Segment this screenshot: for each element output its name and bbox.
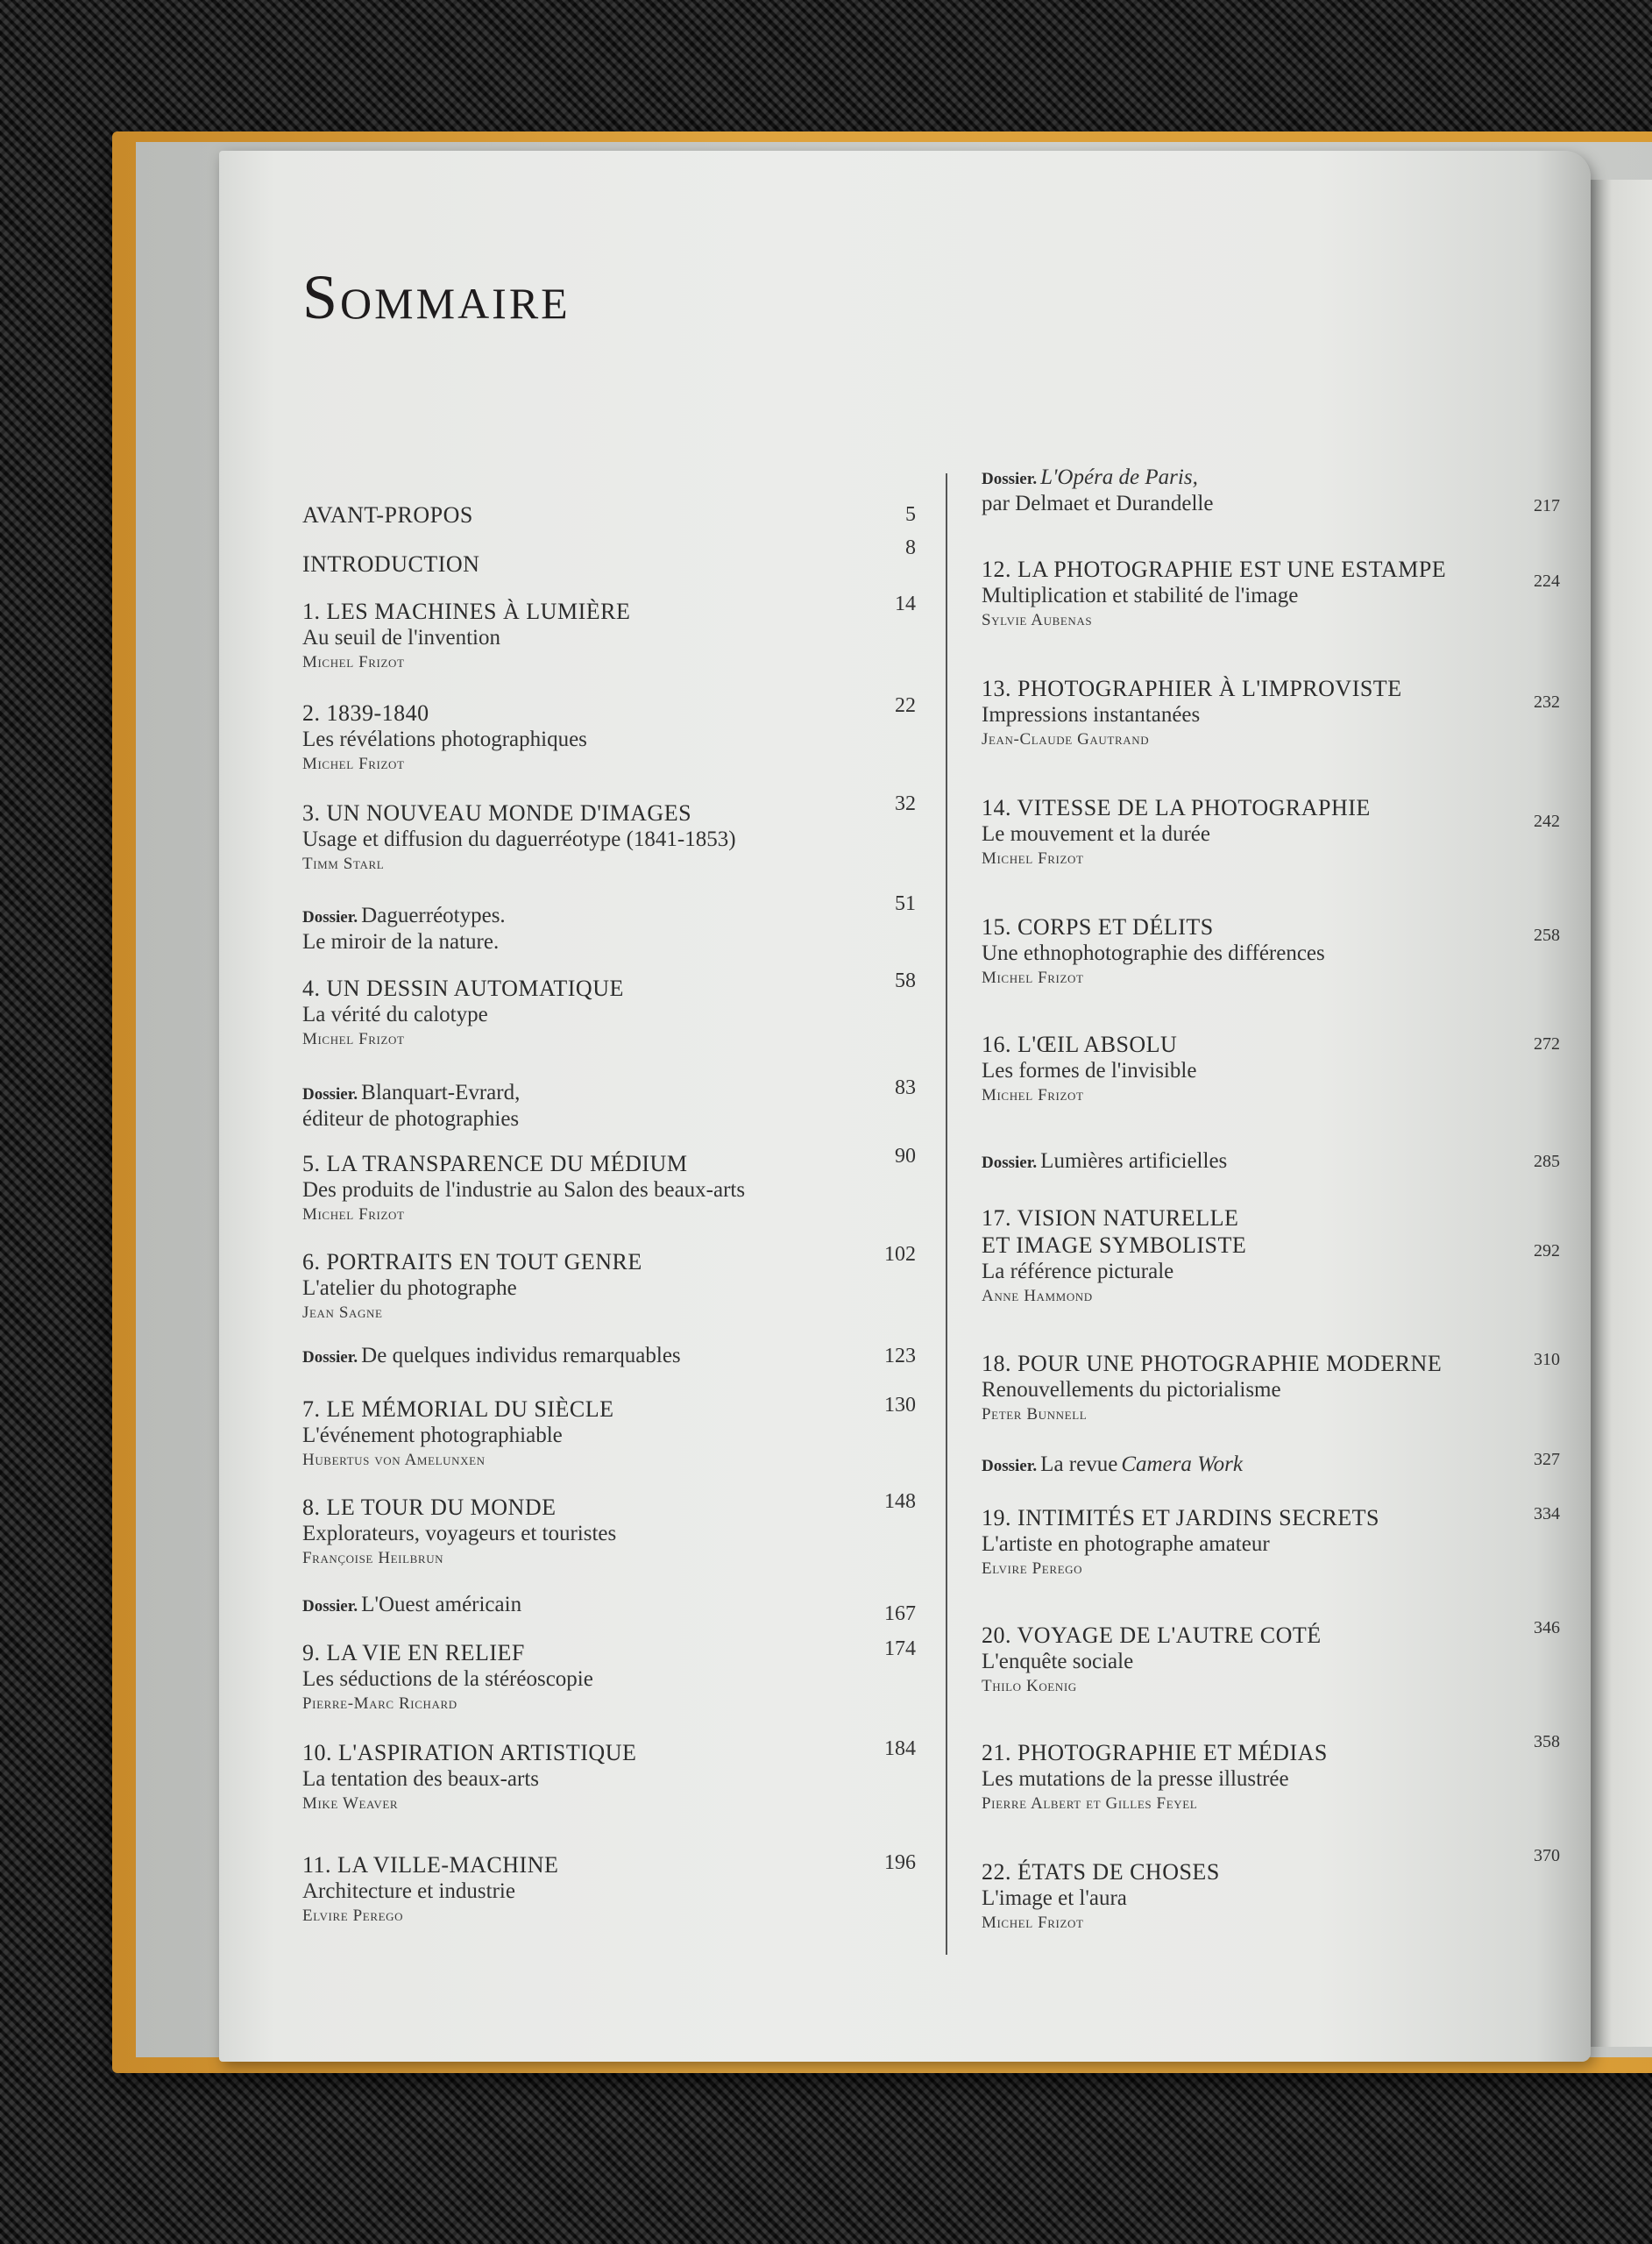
dossier-title: L'Opéra de Paris, — [1040, 465, 1198, 489]
entry-title: 19. INTIMITÉS ET JARDINS SECRETS — [982, 1505, 1379, 1530]
entry-subtitle: Impressions instantanées — [982, 703, 1201, 727]
toc-entry — [982, 1031, 1560, 1107]
toc-dossier — [302, 1343, 916, 1369]
page-number: 90 — [895, 1145, 916, 1168]
page-number: 102 — [884, 1243, 916, 1266]
entry-title: 7. LE MÉMORIAL DU SIÈCLE — [302, 1396, 614, 1422]
entry-author: Michel Frizot — [302, 1205, 405, 1224]
entry-subtitle: L'atelier du photographe — [302, 1276, 517, 1300]
entry-subtitle: Renouvellements du pictorialisme — [982, 1378, 1281, 1402]
page-number: 51 — [895, 892, 916, 915]
entry-author: Jean-Claude Gautrand — [982, 730, 1150, 749]
dossier-title: De quelques individus remarquables — [361, 1344, 681, 1367]
page-title: Sommaire — [302, 262, 571, 332]
toc-entry — [302, 536, 916, 578]
toc-entry — [302, 1851, 916, 1928]
toc-dossier — [302, 1076, 916, 1133]
entry-subtitle: Des produits de l'industrie au Salon des beaux-arts — [302, 1178, 746, 1202]
toc-entry — [302, 1395, 916, 1472]
entry-author: Michel Frizot — [302, 1030, 405, 1048]
entry-title: 4. UN DESSIN AUTOMATIQUE — [302, 976, 624, 1001]
entry-author: Anne Hammond — [982, 1287, 1093, 1305]
entry-author: Michel Frizot — [982, 1086, 1084, 1104]
entry-subtitle: Multiplication et stabilité de l'image — [982, 584, 1299, 607]
page-number: 167 — [884, 1602, 916, 1625]
entry-author: Michel Frizot — [982, 1914, 1084, 1932]
toc-entry — [302, 1145, 916, 1226]
toc-entry — [982, 675, 1560, 751]
entry-title: 9. LA VIE EN RELIEF — [302, 1640, 525, 1665]
entry-subtitle: Usage et diffusion du daguerréotype (1841-1853) — [302, 827, 736, 851]
toc-entry — [302, 1639, 916, 1715]
dossier-title: La revue — [1040, 1452, 1118, 1476]
toc-entry — [302, 1490, 916, 1570]
entry-author: Michel Frizot — [302, 755, 405, 773]
entry-author: Timm Starl — [302, 855, 385, 873]
entry-title: 22. ÉTATS DE CHOSES — [982, 1859, 1220, 1885]
page-number: 184 — [884, 1737, 916, 1760]
entry-subtitle: L'artiste en photographe amateur — [982, 1532, 1270, 1556]
dossier-title: Blanquart-Evrard, — [361, 1081, 521, 1104]
column-divider — [946, 473, 947, 1955]
page-number: 8 — [905, 536, 916, 559]
toc-entry — [302, 969, 916, 1051]
entry-title: 18. POUR UNE PHOTOGRAPHIE MODERNE — [982, 1351, 1443, 1376]
entry-author: Elvire Perego — [302, 1907, 404, 1925]
entry-author: Peter Bunnell — [982, 1405, 1088, 1424]
page-number: 14 — [895, 593, 916, 615]
toc-entry — [982, 556, 1560, 632]
toc-entry — [982, 1350, 1560, 1426]
dossier-title: Daguerréotypes. — [361, 904, 506, 927]
entry-title: 1. LES MACHINES À LUMIÈRE — [302, 599, 631, 624]
entry-author: Jean Sagne — [302, 1303, 383, 1322]
page-number: 232 — [1534, 692, 1560, 712]
dossier-title-line2: éditeur de photographies — [302, 1107, 520, 1131]
entry-subtitle: Les mutations de la presse illustrée — [982, 1767, 1289, 1791]
toc-entry — [982, 1732, 1560, 1815]
entry-title: 15. CORPS ET DÉLITS — [982, 914, 1214, 940]
entry-title-line2: ET IMAGE SYMBOLISTE — [982, 1232, 1247, 1258]
page-number: 130 — [884, 1394, 916, 1417]
entry-subtitle: Les séductions de la stéréoscopie — [302, 1667, 593, 1691]
page-number: 217 — [1534, 496, 1560, 515]
entry-author: Françoise Heilbrun — [302, 1549, 444, 1567]
entry-subtitle: Une ethnophotographie des différences — [982, 941, 1325, 965]
dossier-label: Dossier. — [982, 1457, 1038, 1475]
toc-entry — [302, 501, 916, 529]
page-number: 58 — [895, 969, 916, 992]
entry-subtitle: Les formes de l'invisible — [982, 1059, 1197, 1083]
page-number: 196 — [884, 1851, 916, 1874]
entry-title: 20. VOYAGE DE L'AUTRE COTÉ — [982, 1623, 1322, 1648]
toc-dossier — [982, 1452, 1560, 1478]
entry-subtitle: La référence picturale — [982, 1260, 1174, 1283]
entry-subtitle: Le mouvement et la durée — [982, 822, 1210, 846]
entry-subtitle: Les révélations photographiques — [302, 728, 587, 751]
dossier-title-line2: Le miroir de la nature. — [302, 930, 500, 954]
page-number: 22 — [895, 694, 916, 717]
entry-subtitle: La tentation des beaux-arts — [302, 1767, 540, 1791]
toc-dossier — [302, 892, 916, 955]
page-number: 148 — [884, 1490, 916, 1513]
page-number: 370 — [1534, 1846, 1560, 1865]
page-number: 292 — [1534, 1241, 1560, 1260]
toc-dossier — [982, 465, 1560, 517]
entry-author: Pierre Albert et Gilles Feyel — [982, 1794, 1198, 1813]
toc-entry — [302, 792, 916, 876]
entry-title: 8. LE TOUR DU MONDE — [302, 1495, 557, 1520]
entry-author: Hubertus von Amelunxen — [302, 1451, 486, 1469]
entry-title: 16. L'ŒIL ABSOLU — [982, 1032, 1178, 1057]
dossier-label: Dossier. — [982, 470, 1038, 488]
page-number: 32 — [895, 792, 916, 815]
page-number: 258 — [1534, 926, 1560, 945]
toc-entry — [302, 593, 916, 674]
page-number: 327 — [1534, 1450, 1560, 1469]
toc-dossier — [302, 1592, 916, 1625]
entry-author: Pierre-Marc Richard — [302, 1694, 457, 1713]
entry-subtitle: Architecture et industrie — [302, 1879, 515, 1903]
entry-author: Michel Frizot — [982, 969, 1084, 987]
entry-title: INTRODUCTION — [302, 551, 480, 577]
dossier-label: Dossier. — [302, 908, 358, 927]
entry-title: 5. LA TRANSPARENCE DU MÉDIUM — [302, 1151, 688, 1176]
entry-subtitle: La vérité du calotype — [302, 1003, 488, 1026]
dossier-label: Dossier. — [302, 1597, 358, 1616]
entry-author: Michel Frizot — [302, 653, 405, 671]
dossier-label: Dossier. — [302, 1348, 358, 1367]
dossier-title: L'Ouest américain — [361, 1593, 522, 1616]
page-number: 334 — [1534, 1504, 1560, 1523]
page-number: 83 — [895, 1076, 916, 1099]
dossier-label: Dossier. — [302, 1085, 358, 1104]
page-number: 285 — [1534, 1152, 1560, 1171]
entry-title: 14. VITESSE DE LA PHOTOGRAPHIE — [982, 795, 1371, 820]
page-number: 123 — [884, 1345, 916, 1367]
toc-entry — [982, 1204, 1560, 1308]
entry-subtitle: L'événement photographiable — [302, 1424, 563, 1447]
page-number: 358 — [1534, 1732, 1560, 1751]
entry-title: 12. LA PHOTOGRAPHIE EST UNE ESTAMPE — [982, 557, 1447, 582]
entry-author: Thilo Koenig — [982, 1677, 1077, 1695]
entry-subtitle: Au seuil de l'invention — [302, 626, 501, 650]
entry-author: Sylvie Aubenas — [982, 611, 1093, 629]
entry-subtitle: L'image et l'aura — [982, 1886, 1127, 1910]
page-number: 310 — [1534, 1350, 1560, 1369]
toc-entry — [302, 694, 916, 776]
entry-title: 11. LA VILLE-MACHINE — [302, 1852, 559, 1878]
page-number: 174 — [884, 1637, 916, 1660]
facing-page-edge — [1591, 180, 1652, 2047]
toc-entry — [982, 1504, 1560, 1580]
toc-dossier — [982, 1148, 1560, 1175]
entry-title: 2. 1839-1840 — [302, 700, 429, 726]
page-number: 346 — [1534, 1618, 1560, 1637]
toc-entry — [982, 1618, 1560, 1698]
toc-entry — [982, 794, 1560, 870]
toc-entry — [302, 1243, 916, 1324]
entry-title: 13. PHOTOGRAPHIER À L'IMPROVISTE — [982, 676, 1402, 701]
entry-title: 3. UN NOUVEAU MONDE D'IMAGES — [302, 800, 692, 826]
page-number: 272 — [1534, 1034, 1560, 1054]
toc-entry — [302, 1739, 916, 1815]
entry-title: 10. L'ASPIRATION ARTISTIQUE — [302, 1740, 637, 1765]
entry-subtitle: Explorateurs, voyageurs et touristes — [302, 1522, 617, 1545]
dossier-title-line2: par Delmaet et Durandelle — [982, 492, 1214, 515]
dossier-title-italic: Camera Work — [1121, 1452, 1243, 1476]
dossier-label: Dossier. — [982, 1154, 1038, 1172]
entry-author: Elvire Perego — [982, 1559, 1083, 1578]
toc-entry — [982, 1846, 1560, 1935]
page-number: 5 — [905, 503, 916, 526]
entry-title: 6. PORTRAITS EN TOUT GENRE — [302, 1249, 642, 1275]
page-number: 242 — [1534, 812, 1560, 831]
entry-subtitle: L'enquête sociale — [982, 1650, 1134, 1673]
entry-title: 21. PHOTOGRAPHIE ET MÉDIAS — [982, 1740, 1328, 1765]
entry-title: AVANT-PROPOS — [302, 502, 473, 528]
entry-author: Mike Weaver — [302, 1794, 399, 1813]
page-number: 224 — [1534, 572, 1560, 591]
toc-entry — [982, 913, 1560, 990]
entry-title: 17. VISION NATURELLE — [982, 1205, 1239, 1231]
entry-author: Michel Frizot — [982, 849, 1084, 868]
dossier-title: Lumières artificielles — [1040, 1149, 1228, 1173]
